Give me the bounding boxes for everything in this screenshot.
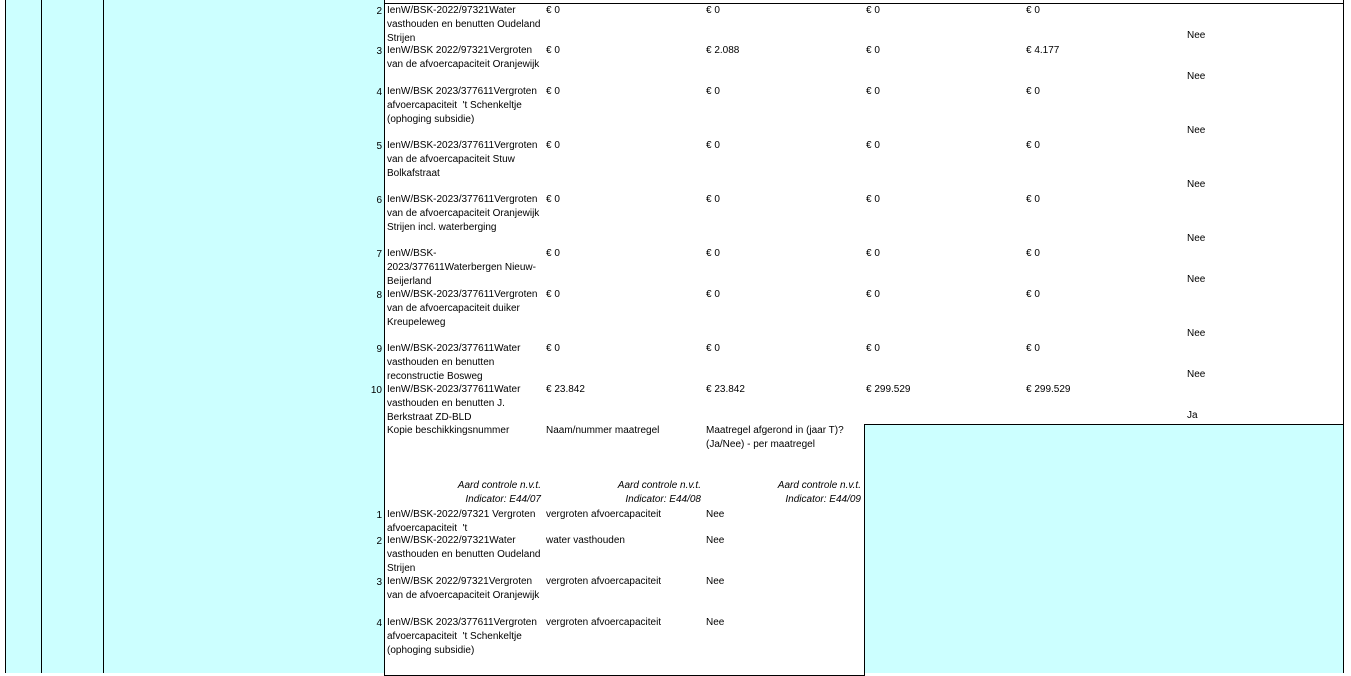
control-text: Aard controle n.v.t. — [777, 480, 861, 491]
afgerond-value: Nee — [1187, 30, 1206, 41]
cell-text: € 0 — [706, 5, 720, 16]
table-cell-d[interactable] — [1024, 288, 1185, 343]
header-indicator — [778, 479, 861, 507]
table-cell-beschikking[interactable] — [384, 247, 545, 289]
cell-text: IenW/BSK 2023/377611Vergroten afvoercapaciteit 't Schenkeltje (ophoging subsidie) — [387, 617, 540, 656]
cell-text: € 0 — [1026, 86, 1040, 97]
header-label: Kopie beschikkingsnummer — [387, 425, 510, 436]
cell-text: Nee — [706, 509, 725, 520]
table-cell-a[interactable] — [544, 139, 705, 194]
header-label: Naam/nummer maatregel — [546, 425, 660, 436]
table-cell-a[interactable] — [544, 247, 705, 289]
gridline — [103, 0, 104, 673]
table-cell-b[interactable] — [704, 85, 865, 140]
table-cell-c[interactable] — [864, 193, 1025, 248]
table-cell-afgerond[interactable] — [1184, 383, 1344, 425]
cell-text: € 0 — [1026, 140, 1040, 151]
table-cell-a[interactable] — [544, 342, 705, 384]
cell-text: € 0 — [546, 289, 560, 300]
row-number: 2 — [376, 6, 382, 17]
table-cell-b[interactable] — [704, 44, 865, 86]
cell-text: IenW/BSK 2022/97321Vergroten van de afvoercapaciteit Oranjewijk — [387, 576, 540, 601]
table-cell-beschikking[interactable] — [384, 575, 545, 617]
cell-text: € 0 — [706, 289, 720, 300]
table-cell-maatregel[interactable] — [544, 508, 705, 535]
cell-text: € 23.842 — [546, 384, 585, 395]
cell-text: € 0 — [866, 45, 880, 56]
table-cell-maatregel[interactable] — [544, 575, 705, 617]
indicator-text: Indicator: E44/07 — [465, 494, 541, 505]
cell-text: € 299.529 — [866, 384, 911, 395]
table-cell-beschikking[interactable] — [384, 616, 545, 676]
table-cell-beschikking[interactable] — [384, 288, 545, 343]
cell-text: € 23.842 — [706, 384, 745, 395]
cell-text: € 0 — [1026, 289, 1040, 300]
indicator-text: Indicator: E44/09 — [785, 494, 861, 505]
table-cell-d[interactable] — [1024, 342, 1185, 384]
cell-text: IenW/BSK 2022/97321Vergroten van de afvoercapaciteit Oranjewijk — [387, 45, 540, 70]
cell-text: IenW/BSK-2023/377611Vergroten van de afvoercapaciteit Stuw Bolkafstraat — [387, 140, 541, 179]
table-cell-c[interactable] — [864, 247, 1025, 289]
header-indicator — [458, 479, 541, 507]
cell-text: € 0 — [546, 86, 560, 97]
table-cell-a[interactable] — [544, 288, 705, 343]
table-cell-d[interactable] — [1024, 193, 1185, 248]
row-number: 2 — [376, 536, 382, 547]
table-cell-d[interactable] — [1024, 383, 1185, 425]
row-number: 5 — [376, 141, 382, 152]
table-cell-maatregel[interactable] — [544, 534, 705, 576]
cell-text: € 0 — [866, 289, 880, 300]
table-cell-c[interactable] — [864, 288, 1025, 343]
cell-text: € 0 — [706, 194, 720, 205]
row-number: 4 — [376, 618, 382, 629]
cell-text: € 0 — [1026, 5, 1040, 16]
table-cell-c[interactable] — [864, 4, 1025, 45]
table-cell-a[interactable] — [544, 4, 705, 45]
table-cell-afgerond[interactable] — [704, 508, 865, 535]
table-cell-a[interactable] — [544, 85, 705, 140]
left-block — [42, 0, 103, 673]
cell-text: € 0 — [706, 86, 720, 97]
cell-text: € 0 — [546, 140, 560, 151]
table-cell-maatregel[interactable] — [544, 616, 705, 676]
column-header — [384, 424, 545, 509]
cell-text: € 0 — [1026, 194, 1040, 205]
column-header — [704, 424, 865, 509]
cell-text: € 0 — [546, 248, 560, 259]
table-cell-d[interactable] — [1024, 139, 1185, 194]
table-cell-beschikking[interactable] — [384, 4, 545, 45]
table-cell-b[interactable] — [704, 247, 865, 289]
cell-text: € 0 — [706, 140, 720, 151]
table-cell-d[interactable] — [1024, 44, 1185, 86]
table-cell-beschikking[interactable] — [384, 342, 545, 384]
gridline — [41, 0, 42, 673]
table-cell-b[interactable] — [704, 383, 865, 425]
table-cell-afgerond[interactable] — [1184, 342, 1344, 384]
table-cell-beschikking[interactable] — [384, 193, 545, 248]
cell-text: IenW/BSK-2022/97321 Vergroten afvoercapaciteit 't — [387, 509, 539, 534]
table-cell-a[interactable] — [544, 383, 705, 425]
afgerond-value: Ja — [1187, 410, 1198, 421]
cell-text: water vasthouden — [546, 535, 625, 546]
row-number: 1 — [376, 510, 382, 521]
row-number: 8 — [376, 290, 382, 301]
table-cell-afgerond[interactable] — [1184, 139, 1344, 194]
table-cell-afgerond[interactable] — [1184, 193, 1344, 248]
cell-text: € 299.529 — [1026, 384, 1071, 395]
table-cell-beschikking[interactable] — [384, 383, 545, 425]
afgerond-value: Nee — [1187, 328, 1206, 339]
cell-text: Nee — [706, 617, 725, 628]
table-cell-c[interactable] — [864, 342, 1025, 384]
cell-text: vergroten afvoercapaciteit — [546, 617, 662, 628]
table-cell-beschikking[interactable] — [384, 508, 545, 535]
cell-text: vergroten afvoercapaciteit — [546, 509, 662, 520]
cell-text: € 2.088 — [706, 45, 740, 56]
table-cell-a[interactable] — [544, 44, 705, 86]
left-margin-column — [6, 0, 41, 673]
afgerond-value: Nee — [1187, 179, 1206, 190]
cell-text: € 0 — [706, 343, 720, 354]
row-number: 6 — [376, 195, 382, 206]
cell-text: € 0 — [866, 248, 880, 259]
table-cell-beschikking[interactable] — [384, 85, 545, 140]
afgerond-value: Nee — [1187, 274, 1206, 285]
table-cell-b[interactable] — [704, 4, 865, 45]
column-header — [544, 424, 705, 509]
table-cell-beschikking[interactable] — [384, 139, 545, 194]
afgerond-value: Nee — [1187, 369, 1206, 380]
cell-text: IenW/BSK 2023/377611Vergroten afvoercapaciteit 't Schenkeltje (ophoging subsidie) — [387, 86, 540, 125]
table-cell-d[interactable] — [1024, 4, 1185, 45]
header-label: Maatregel afgerond in (jaar T)? (Ja/Nee) - per maatregel — [706, 425, 847, 450]
cell-text: € 0 — [866, 5, 880, 16]
table-cell-b[interactable] — [704, 139, 865, 194]
table-cell-d[interactable] — [1024, 247, 1185, 289]
cell-text: € 4.177 — [1026, 45, 1060, 56]
header-indicator — [618, 479, 701, 507]
cell-text: IenW/BSK-2023/377611Vergroten van de afvoercapaciteit duiker Kreupeleweg — [387, 289, 541, 328]
table-cell-a[interactable] — [544, 193, 705, 248]
table-cell-afgerond[interactable] — [1184, 85, 1344, 140]
table-cell-c[interactable] — [864, 139, 1025, 194]
table-cell-b[interactable] — [704, 342, 865, 384]
cell-text: Nee — [706, 576, 725, 587]
cell-text: IenW/BSK-2023/377611Vergroten van de afvoercapaciteit Oranjewijk Strijen incl. waterberging — [387, 194, 543, 233]
cell-text: vergroten afvoercapaciteit — [546, 576, 662, 587]
table-cell-b[interactable] — [704, 193, 865, 248]
cell-text: IenW/BSK-2022/97321Water vasthouden en benutten Oudeland Strijen — [387, 535, 544, 574]
control-text: Aard controle n.v.t. — [617, 480, 701, 491]
table-cell-beschikking[interactable] — [384, 534, 545, 576]
table-cell-afgerond[interactable] — [704, 534, 865, 576]
cell-text: € 0 — [866, 86, 880, 97]
indicator-text: Indicator: E44/08 — [625, 494, 701, 505]
table-cell-afgerond[interactable] — [1184, 247, 1344, 289]
cell-text: IenW/BSK-2023/377611Water vasthouden en benutten reconstructie Bosweg — [387, 343, 524, 382]
afgerond-value: Nee — [1187, 71, 1206, 82]
table-cell-afgerond[interactable] — [704, 575, 865, 617]
table-cell-c[interactable] — [864, 85, 1025, 140]
cell-text: € 0 — [546, 5, 560, 16]
row-number: 3 — [376, 577, 382, 588]
cell-text: € 0 — [706, 248, 720, 259]
table-cell-d[interactable] — [1024, 85, 1185, 140]
cell-text: € 0 — [866, 140, 880, 151]
cell-text: € 0 — [546, 343, 560, 354]
afgerond-value: Nee — [1187, 125, 1206, 136]
row-number: 3 — [376, 46, 382, 57]
table-cell-afgerond[interactable] — [1184, 44, 1344, 86]
cell-text: € 0 — [546, 45, 560, 56]
row-number: 7 — [376, 249, 382, 260]
table-cell-beschikking[interactable] — [384, 44, 545, 86]
control-text: Aard controle n.v.t. — [457, 480, 541, 491]
cell-text: Nee — [706, 535, 725, 546]
cell-text: IenW/BSK-2022/97321Water vasthouden en benutten Oudeland Strijen — [387, 5, 544, 44]
cell-text: IenW/BSK-2023/377611Water vasthouden en benutten J. Berkstraat ZD-BLD — [387, 384, 524, 423]
table-cell-afgerond[interactable] — [1184, 288, 1344, 343]
cell-text: € 0 — [1026, 248, 1040, 259]
cell-text: IenW/BSK-2023/377611Waterbergen Nieuw-Beijerland — [387, 248, 536, 287]
table-cell-afgerond[interactable] — [704, 616, 865, 676]
table-cell-afgerond[interactable] — [1184, 4, 1344, 45]
cell-text: € 0 — [866, 343, 880, 354]
afgerond-value: Nee — [1187, 233, 1206, 244]
table-cell-c[interactable] — [864, 44, 1025, 86]
gridline — [5, 0, 6, 673]
table-cell-b[interactable] — [704, 288, 865, 343]
cell-text: € 0 — [866, 194, 880, 205]
row-number: 4 — [376, 87, 382, 98]
cell-text: € 0 — [546, 194, 560, 205]
row-number: 9 — [376, 344, 382, 355]
table-cell-c[interactable] — [864, 383, 1025, 425]
row-number: 10 — [370, 385, 382, 396]
cell-text: € 0 — [1026, 343, 1040, 354]
